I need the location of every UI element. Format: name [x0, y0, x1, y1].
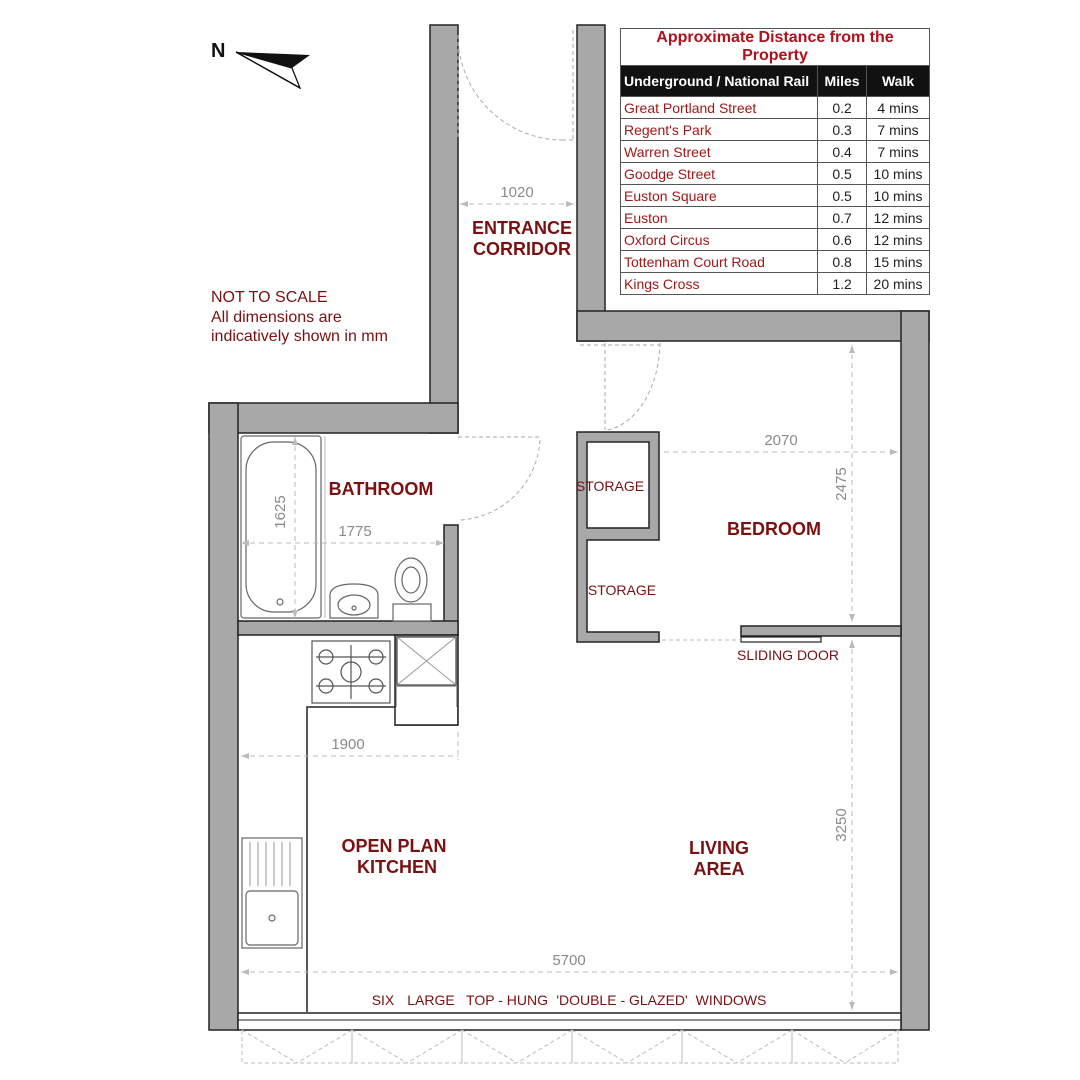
station-name: Goodge Street [621, 163, 818, 185]
station-miles: 0.7 [818, 207, 867, 229]
table-row [621, 119, 930, 141]
window-strip [238, 1013, 901, 1063]
distance-table [620, 28, 930, 295]
station-name: Euston Square [621, 185, 818, 207]
kitchen-sink-icon [242, 838, 302, 948]
station-walk: 4 mins [867, 97, 930, 119]
bathroom-label: BATHROOM [328, 479, 434, 499]
storage-label-bottom: STORAGE [587, 582, 657, 598]
station-walk: 15 mins [867, 251, 930, 273]
dim-corridor-width: 1020 [500, 184, 534, 201]
bedroom-door [580, 343, 660, 430]
station-walk: 20 mins [867, 273, 930, 295]
dim-bath-length: 1625 [272, 495, 289, 529]
dim-bedroom-width: 2070 [764, 432, 798, 449]
table-row [621, 273, 930, 295]
windows-label-2: LARGE [407, 992, 455, 1008]
station-miles: 0.5 [818, 163, 867, 185]
hob-icon [312, 641, 390, 703]
windows-label-5: WINDOWS [695, 992, 767, 1008]
table-row [621, 185, 930, 207]
header-station: Underground / National Rail [621, 66, 818, 97]
station-walk: 7 mins [867, 141, 930, 163]
north-label: N [211, 40, 226, 62]
table-row [621, 207, 930, 229]
kitchen-label-line-2: KITCHEN [357, 857, 437, 877]
bathroom-sink [330, 584, 378, 618]
station-name: Euston [621, 207, 818, 229]
station-miles: 1.2 [818, 273, 867, 295]
storage-label-top: STORAGE [575, 478, 645, 494]
dim-living-depth: 3250 [833, 808, 850, 842]
scale-note-line-2: All dimensions are [211, 309, 342, 326]
scale-note-line-3: indicatively shown in mm [211, 328, 388, 345]
bathroom-door [458, 437, 540, 520]
station-name: Regent's Park [621, 119, 818, 141]
living-label-line-1: LIVING [688, 838, 750, 858]
bedroom-label: BEDROOM [727, 519, 821, 539]
station-walk: 10 mins [867, 185, 930, 207]
scale-note-line-1: NOT TO SCALE [211, 289, 328, 306]
distance-table-title: Approximate Distance from the Property [621, 29, 930, 66]
station-walk: 7 mins [867, 119, 930, 141]
dim-kitchen-width: 1900 [331, 736, 365, 753]
station-miles: 0.3 [818, 119, 867, 141]
station-miles: 0.6 [818, 229, 867, 251]
sliding-door-label: SLIDING DOOR [737, 647, 839, 663]
station-walk: 12 mins [867, 207, 930, 229]
station-walk: 12 mins [867, 229, 930, 251]
header-miles: Miles [818, 66, 867, 97]
sliding-door [741, 637, 821, 642]
header-walk: Walk [867, 66, 930, 97]
station-miles: 0.4 [818, 141, 867, 163]
entrance-door [458, 30, 573, 140]
station-miles: 0.8 [818, 251, 867, 273]
table-row [621, 163, 930, 185]
table-row [621, 97, 930, 119]
dim-bedroom-depth: 2475 [833, 467, 850, 501]
table-row [621, 229, 930, 251]
station-name: Warren Street [621, 141, 818, 163]
living-label-line-2: AREA [693, 859, 745, 879]
windows-label-1: SIX [371, 992, 395, 1008]
table-row [621, 251, 930, 273]
dim-overall-width: 5700 [552, 952, 586, 969]
station-name: Kings Cross [621, 273, 818, 295]
station-name: Oxford Circus [621, 229, 818, 251]
north-arrow-icon [236, 52, 310, 88]
kitchen-label-line-1: OPEN PLAN [341, 836, 447, 856]
entrance-label-line-1: ENTRANCE [471, 218, 573, 238]
entrance-label-line-2: CORRIDOR [473, 239, 571, 259]
station-miles: 0.2 [818, 97, 867, 119]
toilet [393, 558, 431, 621]
windows-label-4: 'DOUBLE - GLAZED' [556, 992, 688, 1008]
station-name: Great Portland Street [621, 97, 818, 119]
table-row [621, 141, 930, 163]
dim-bathroom-width: 1775 [338, 523, 372, 540]
station-miles: 0.5 [818, 185, 867, 207]
station-name: Tottenham Court Road [621, 251, 818, 273]
station-walk: 10 mins [867, 163, 930, 185]
windows-label-3: TOP - HUNG [466, 992, 548, 1008]
